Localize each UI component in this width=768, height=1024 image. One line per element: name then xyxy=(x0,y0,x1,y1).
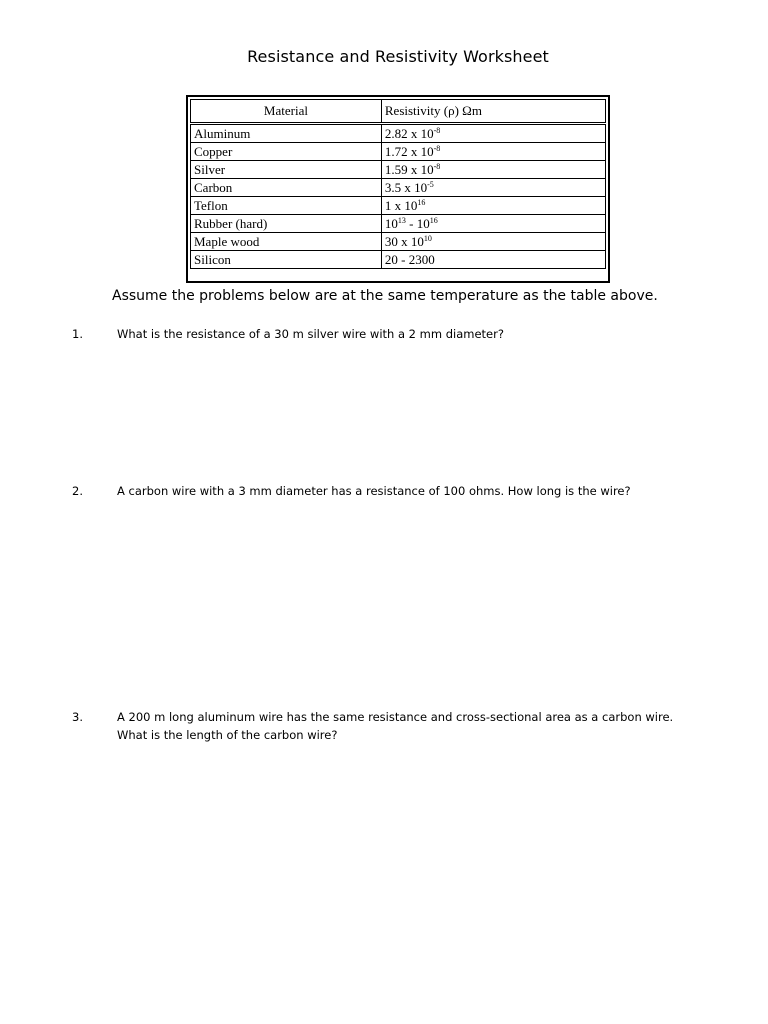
resistivity-cell xyxy=(381,143,605,161)
resistivity-exponent: 10 xyxy=(423,233,432,243)
resistivity-exponent: -5 xyxy=(427,179,434,189)
resistivity-cell xyxy=(381,179,605,197)
question-number: 3. xyxy=(72,710,83,724)
header-material: Material xyxy=(191,100,382,124)
question-text: A 200 m long aluminum wire has the same resistance and cross-sectional area as a carbon wire. What is the length of the carbon wire? xyxy=(117,710,674,742)
resistivity-base: 2.82 x 10 xyxy=(384,125,434,141)
resistivity-exponent: 16 xyxy=(417,197,426,207)
material-cell: Rubber (hard) xyxy=(191,215,382,233)
resistivity-cell xyxy=(381,215,605,233)
question-number: 1. xyxy=(72,327,83,341)
question-text: What is the resistance of a 30 m silver wire with a 2 mm diameter? xyxy=(117,327,504,341)
resistivity-exponent: -8 xyxy=(433,143,441,153)
resistivity-exponent-upper: 16 xyxy=(429,215,438,225)
resistivity-base: 20 - 2300 xyxy=(384,251,435,267)
table-row xyxy=(191,179,606,197)
resistivity-base: 1.59 x 10 xyxy=(384,161,434,177)
table-row xyxy=(191,251,606,269)
resistivity-range-upper: - 10 xyxy=(405,215,430,231)
table-row xyxy=(191,233,606,251)
question-text: A carbon wire with a 3 mm diameter has a resistance of 100 ohms. How long is the wire? xyxy=(117,484,631,498)
resistivity-base: 3.5 x 10 xyxy=(384,179,428,195)
material-cell: Carbon xyxy=(191,179,382,197)
material-cell: Silver xyxy=(191,161,382,179)
resistivity-cell xyxy=(381,233,605,251)
resistivity-base: 1.72 x 10 xyxy=(384,143,434,159)
resistivity-cell xyxy=(381,124,605,143)
resistivity-table xyxy=(186,95,610,283)
resistivity-base: 1 x 10 xyxy=(384,197,418,213)
material-cell: Teflon xyxy=(191,197,382,215)
table-row xyxy=(191,161,606,179)
material-cell: Copper xyxy=(191,143,382,161)
question-number: 2. xyxy=(72,484,83,498)
header-resistivity: Resistivity (ρ) Ωm xyxy=(381,100,605,124)
material-cell: Silicon xyxy=(191,251,382,269)
table-header-row xyxy=(191,100,606,124)
resistivity-exponent: -8 xyxy=(433,125,441,135)
resistivity-cell xyxy=(381,251,605,269)
table-row xyxy=(191,124,606,143)
table-row xyxy=(191,215,606,233)
resistivity-cell xyxy=(381,197,605,215)
assumption-note: Assume the problems below are at the same temperature as the table above. xyxy=(112,288,658,304)
table-row xyxy=(191,197,606,215)
resistivity-base: 10 xyxy=(384,215,398,231)
resistivity-exponent: -8 xyxy=(433,161,441,171)
resistivity-base: 30 x 10 xyxy=(384,233,424,249)
material-cell: Maple wood xyxy=(191,233,382,251)
worksheet-title: Resistance and Resistivity Worksheet xyxy=(247,47,549,66)
resistivity-cell xyxy=(381,161,605,179)
resistivity-exponent: 13 xyxy=(397,215,406,225)
table-row xyxy=(191,143,606,161)
material-cell: Aluminum xyxy=(191,124,382,143)
